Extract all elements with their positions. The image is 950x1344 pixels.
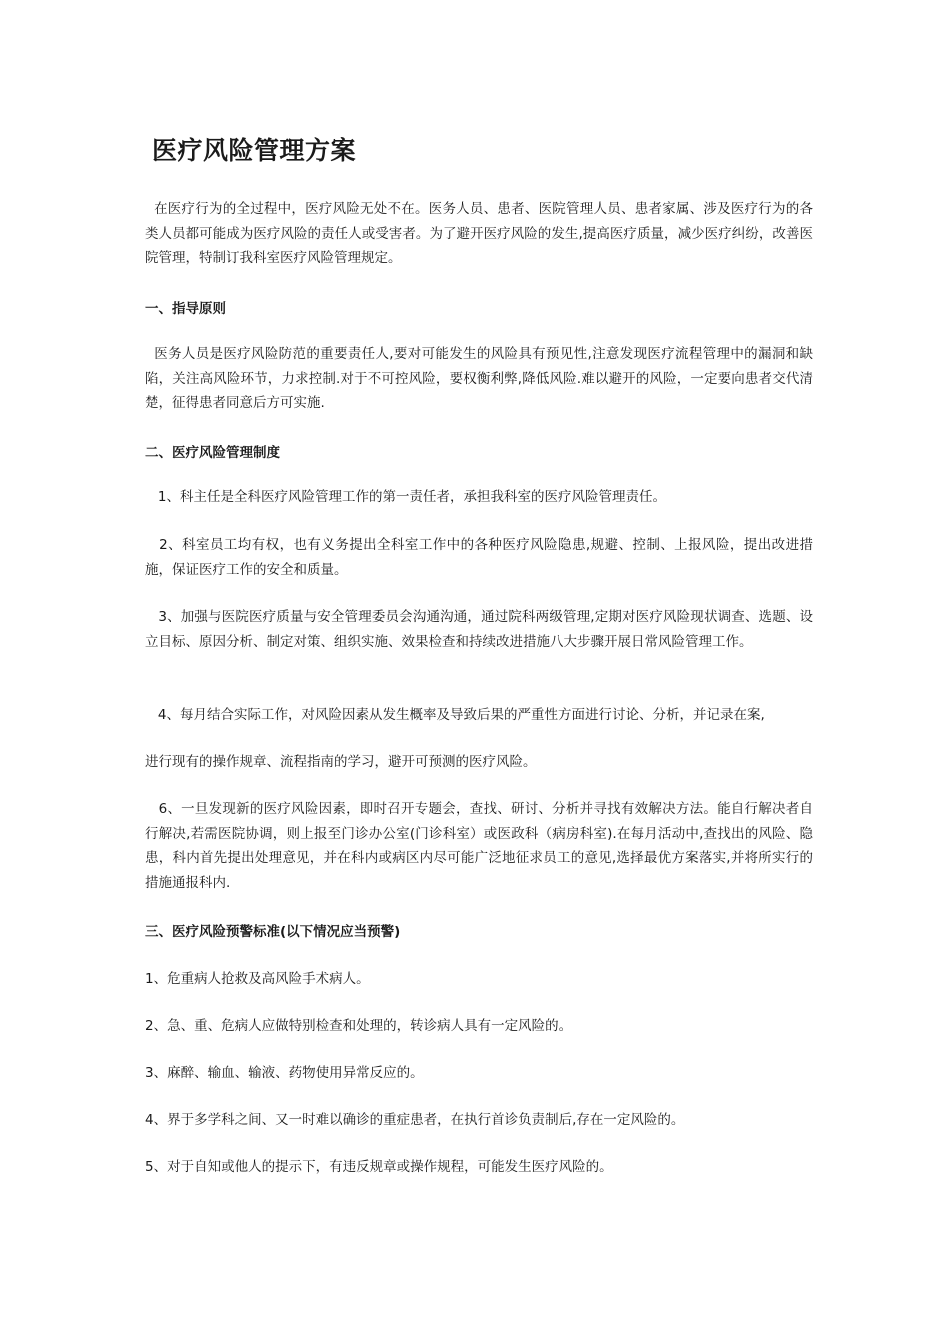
section2-heading: 二、医疗风险管理制度 [145,445,280,461]
section1-body: 医务人员是医疗风险防范的重要责任人,要对可能发生的风险具有预见性,注意发现医疗流程管理中的漏洞和缺陷，关注高风险环节，力求控制.对于不可控风险，要权衡利弊,降低风险.难以避开的风险，一定要向患者交代清楚，征得患者同意后方可实施. [145,346,813,411]
section3-item-5: 5、对于自知或他人的提示下，有违反规章或操作规程，可能发生医疗风险的。 [145,1159,613,1175]
section3-heading: 三、医疗风险预警标准(以下情况应当预警) [145,924,401,940]
section2-item-3: 3、加强与医院医疗质量与安全管理委员会沟通沟通，通过院科两级管理,定期对医疗风险现状调查、选题、设立目标、原因分析、制定对策、组织实施、效果检查和持续改进措施八大步骤开展日常风险管理工作。 [145,609,814,650]
section3-item-2: 2、急、重、危病人应做特别检查和处理的，转诊病人具有一定风险的。 [145,1018,573,1034]
section1-heading: 一、指导原则 [145,301,226,317]
section2-item-4: 4、每月结合实际工作，对风险因素从发生概率及导致后果的严重性方面进行讨论、分析，并记录在案, [145,707,765,723]
section2-item-2: 2、科室员工均有权，也有义务提出全科室工作中的各种医疗风险隐患,规避、控制、上报风险，提出改进措施，保证医疗工作的安全和质量。 [145,537,813,578]
section3-item-3: 3、麻醉、输血、输液、药物使用异常反应的。 [145,1065,424,1081]
section2-item-4-continued: 进行现有的操作规章、流程指南的学习，避开可预测的医疗风险。 [145,754,537,770]
section3-item-4: 4、界于多学科之间、又一时难以确诊的重症患者，在执行首诊负责制后,存在一定风险的。 [145,1112,685,1128]
section2-item-1: 1、科主任是全科医疗风险管理工作的第一责任者，承担我科室的医疗风险管理责任。 [145,489,666,505]
intro-paragraph: 在医疗行为的全过程中，医疗风险无处不在。医务人员、患者、医院管理人员、患者家属、涉及医疗行为的各类人员都可能成为医疗风险的责任人或受害者。为了避开医疗风险的发生,提高医疗质量，减少医疗纠纷，改善医院管理，特制订我科室医疗风险管理规定。 [145,201,814,266]
document-title: 医疗风险管理方案 [152,136,357,165]
section2-item-6: 6、一旦发现新的医疗风险因素，即时召开专题会，查找、研讨、分析并寻找有效解决方法。能自行解决者自行解决,若需医院协调，则上报至门诊办公室(门诊科室）或医政科（病房科室).在每月活动中,查找出的风险、隐患，科内首先提出处理意见，并在科内或病区内尽可能广泛地征求员工的意见,选择最优方案落实,并将所实行的措施通报科内. [145,801,814,891]
section3-item-1: 1、危重病人抢救及高风险手术病人。 [145,971,370,987]
